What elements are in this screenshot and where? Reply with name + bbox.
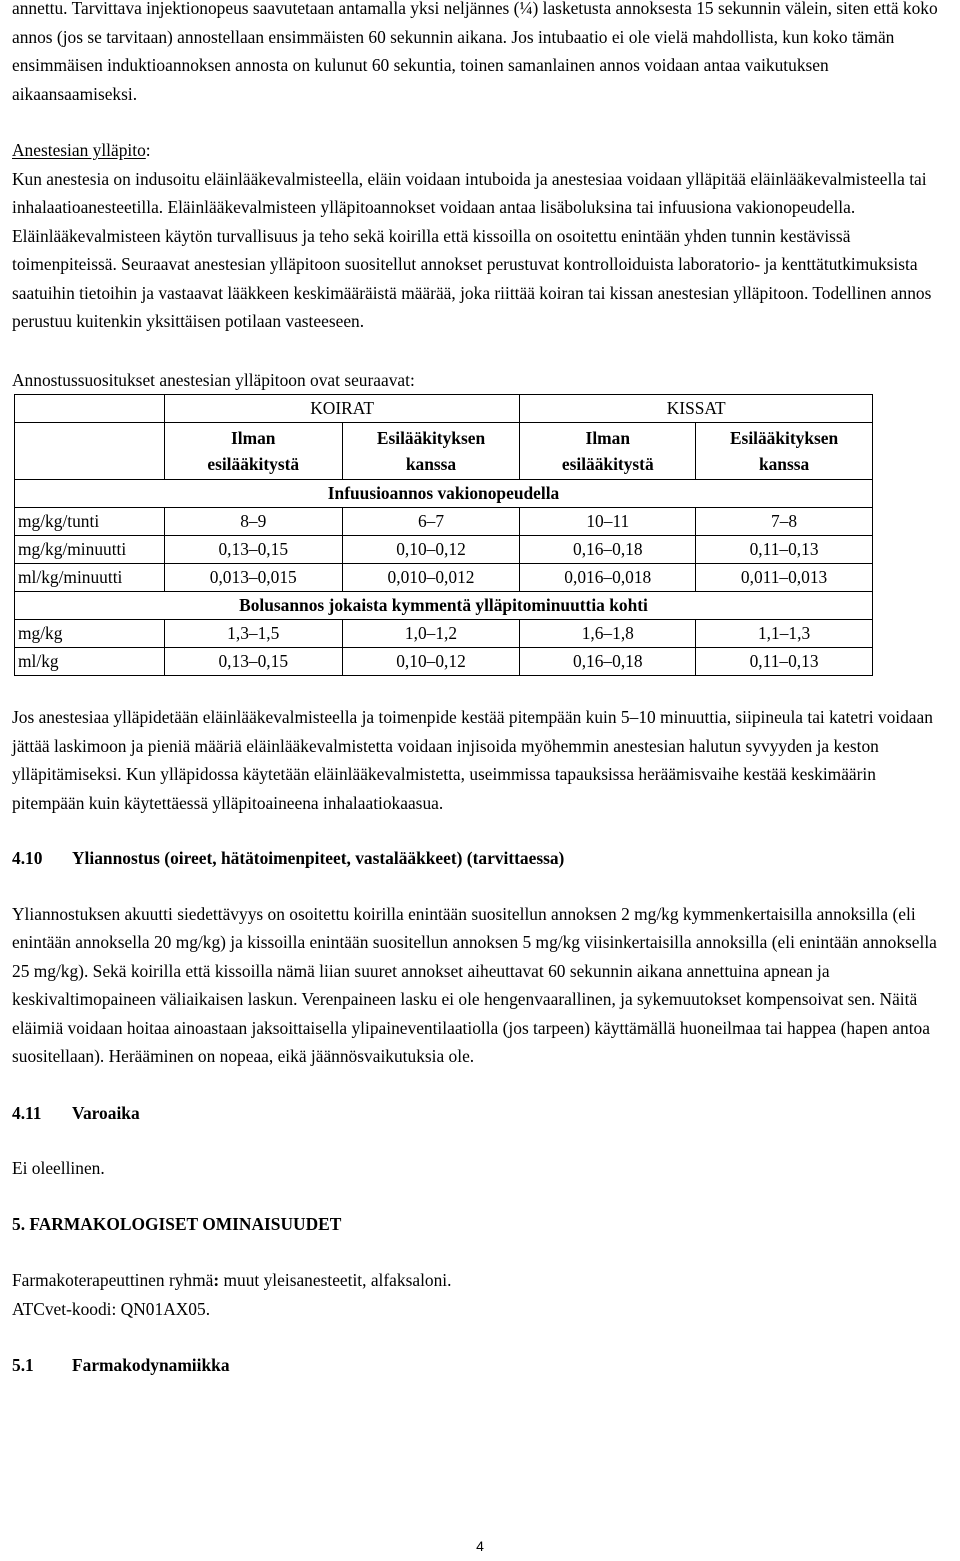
cell-dog-without: 1,3–1,5	[164, 620, 342, 648]
cell-cat-with: 1,1–1,3	[696, 620, 873, 648]
col-header-line: Ilman	[585, 428, 630, 448]
after-table-paragraph: Jos anestesiaa ylläpidetään eläinlääkevalmisteella ja toimenpide kestää pitempään kuin 5–10 minuuttia, siipineula tai katetri voidaan jättää laskimoon ja pieniä määriä eläinlääkevalmistetta voidaan injisoida myöhemmin anestesian halutun syvyyden ja keston ylläpitämiseksi. Kun ylläpidossa käytetään eläinlääkevalmistetta, useimmissa tapauksissa heräämisvaihe kestää keskimäärin pitempään kuin käytettäessä ylläpitoaineena inhalaatiokaasua.	[12, 707, 933, 813]
table-row	[15, 620, 873, 648]
spacer	[12, 817, 948, 844]
cell-dog-without: 8–9	[164, 508, 342, 536]
spacer	[12, 676, 948, 703]
table-section-row-bolus	[15, 592, 873, 620]
section-title: Farmakodynamiikka	[72, 1355, 230, 1375]
table-subheader-row	[15, 423, 873, 480]
col-header-cat-without	[520, 423, 696, 480]
spacer	[12, 1183, 948, 1210]
table-corner-cell	[15, 423, 165, 480]
spacer	[12, 108, 948, 136]
cell-dog-with: 6–7	[342, 508, 520, 536]
table-caption: Annostussuositukset anestesian ylläpitoon ovat seuraavat:	[12, 369, 415, 390]
maintenance-heading: Anestesian ylläpito	[12, 140, 146, 160]
group-value: muut yleisanesteetit, alfaksaloni.	[219, 1270, 452, 1290]
atc-code: ATCvet-koodi: QN01AX05.	[12, 1298, 211, 1319]
col-header-dog-with	[342, 423, 520, 480]
cell-dog-without: 0,13–0,15	[164, 648, 342, 676]
col-header-line: esilääkitystä	[207, 454, 300, 474]
section-number: 4.10	[12, 848, 43, 868]
spacer	[12, 873, 948, 900]
col-header-line: Esilääkityksen	[376, 428, 486, 448]
cell-cat-without: 0,16–0,18	[520, 648, 696, 676]
section-title: Yliannostus (oireet, hätätoimenpiteet, vastalääkkeet) (tarvittaessa)	[72, 848, 565, 868]
cell-cat-without: 1,6–1,8	[520, 620, 696, 648]
row-unit: mg/kg/minuutti	[15, 536, 165, 564]
intro-paragraph: annettu. Tarvittava injektionopeus saavutetaan antamalla yksi neljännes (¼) lasketusta annoksesta 15 sekunnin välein, siten että koko annos (jos se tarvitaan) annostellaan ensimmäisten 60 sekunnin aikana. Jos intubaatio ei ole vielä mahdollista, kun koko tämän ensimmäisen induktioannoksen annosta on kulunut 60 sekuntia, toinen samanlainen annos voidaan antaa vaikutuksen aikaansaamiseksi.	[12, 0, 938, 104]
row-unit: mg/kg/tunti	[15, 508, 165, 536]
col-header-line: kanssa	[758, 454, 810, 474]
col-header-dog-without	[164, 423, 342, 480]
section-4-11-body: Ei oleellinen.	[12, 1158, 105, 1178]
table-row	[15, 564, 873, 592]
section-number: 5.1	[12, 1355, 34, 1375]
table-corner-cell	[15, 395, 165, 423]
section-4-10-heading	[12, 844, 948, 873]
cell-dog-without: 0,013–0,015	[164, 564, 342, 592]
group-label: Farmakoterapeuttinen ryhmä	[12, 1270, 214, 1290]
cell-cat-with: 0,11–0,13	[696, 648, 873, 676]
cell-cat-without: 0,16–0,18	[520, 536, 696, 564]
cell-cat-without: 10–11	[520, 508, 696, 536]
section-title: Varoaika	[72, 1102, 140, 1123]
cell-dog-with: 1,0–1,2	[342, 620, 520, 648]
dosage-table	[14, 394, 873, 676]
table-group-header-row	[15, 395, 873, 423]
section-5-heading: 5. FARMAKOLOGISET OMINAISUUDET	[12, 1213, 342, 1234]
maintenance-body: Kun anestesia on indusoitu eläinlääkevalmisteella, eläin voidaan intuboida ja anestesiaa voidaan ylläpitää eläinlääkevalmisteella tai inhalaatioanesteetilla. Eläinlääkevalmisteen ylläpitoannokset voidaan antaa lisäboluksina tai infuusiona vakionopeudella. Eläinlääkevalmisteen käytön turvallisuus ja teho sekä koirilla että kissoilla on osoitettu enintään yhden tunnin kestävissä toimenpiteissä. Seuraavat anestesian ylläpitoon suositellut annokset perustuvat kontrolloiduista laboratorio- ja kenttätutkimuksista saatuihin tietoihin ja vastaavat lääkkeen keskimääräistä määrää, joka riittää koiran tai kissan anestesian ylläpitoon. Todellinen annos perustuu kuitenkin yksittäisen potilaan vasteeseen.	[12, 168, 932, 331]
col-header-line: Ilman	[231, 428, 276, 448]
table-row	[15, 508, 873, 536]
section-number: 4.11	[12, 1102, 42, 1123]
table-row	[15, 648, 873, 676]
cell-cat-with: 7–8	[696, 508, 873, 536]
spacer	[12, 1071, 948, 1099]
section-4-11-heading	[12, 1099, 948, 1128]
section-5-1-heading	[12, 1351, 948, 1380]
section-4-10-body: Yliannostuksen akuutti siedettävyys on osoitettu koirilla enintään suositellun annoksen 2 mg/kg kymmenkertaisilla annoksilla (eli enintään annoksella 20 mg/kg) ja kissoilla enintään suositellun annoksen 5 mg/kg viisinkertaisilla annoksilla (eli enintään annoksella 25 mg/kg). Sekä koirilla että kissoilla nämä liian suuret annokset aiheuttavat 60 sekunnin aikana annettuina apnean ja keskivaltimopaineen väliaikaisen laskun. Verenpaineen lasku ei ole hengenvaarallinen, ja sykemuutokset kompensoivat sen. Näitä eläimiä voidaan hoitaa ainoastaan jaksoittaisella ylipaineventilaatiolla (jos tarpeen) käyttämällä huoneilmaa tai happea (hapen antoa suositellaan). Herääminen on nopeaa, eikä jäännösvaikutuksia ole.	[12, 903, 937, 1066]
spacer	[12, 1323, 948, 1351]
cell-dog-with: 0,010–0,012	[342, 564, 520, 592]
cell-cat-with: 0,011–0,013	[696, 564, 873, 592]
cell-cat-without: 0,016–0,018	[520, 564, 696, 592]
spacer	[12, 336, 948, 366]
row-unit: mg/kg	[15, 620, 165, 648]
maintenance-heading-colon: :	[145, 140, 151, 160]
col-header-line: esilääkitystä	[561, 454, 654, 474]
col-header-line: kanssa	[405, 454, 457, 474]
group-header-cats: KISSAT	[520, 395, 873, 423]
cell-dog-with: 0,10–0,12	[342, 648, 520, 676]
row-unit: ml/kg	[15, 648, 165, 676]
col-header-cat-with	[696, 423, 873, 480]
row-unit: ml/kg/minuutti	[15, 564, 165, 592]
group-header-dogs: KOIRAT	[164, 395, 520, 423]
group-colon: :	[213, 1270, 220, 1290]
maintenance-heading-line	[12, 136, 948, 165]
pharmacotherapeutic-group	[12, 1266, 948, 1295]
section-header-bolus: Bolusannos jokaista kymmentä ylläpitominuuttia kohti	[15, 592, 873, 620]
col-header-line: Esilääkityksen	[729, 428, 839, 448]
document-page	[12, 0, 948, 1380]
cell-cat-with: 0,11–0,13	[696, 536, 873, 564]
table-row	[15, 536, 873, 564]
cell-dog-with: 0,10–0,12	[342, 536, 520, 564]
page-number: 4	[476, 1538, 484, 1554]
section-header-infusion: Infuusioannos vakionopeudella	[15, 480, 873, 508]
table-section-row-infusion	[15, 480, 873, 508]
cell-dog-without: 0,13–0,15	[164, 536, 342, 564]
spacer	[12, 1238, 948, 1266]
spacer	[12, 1127, 948, 1154]
